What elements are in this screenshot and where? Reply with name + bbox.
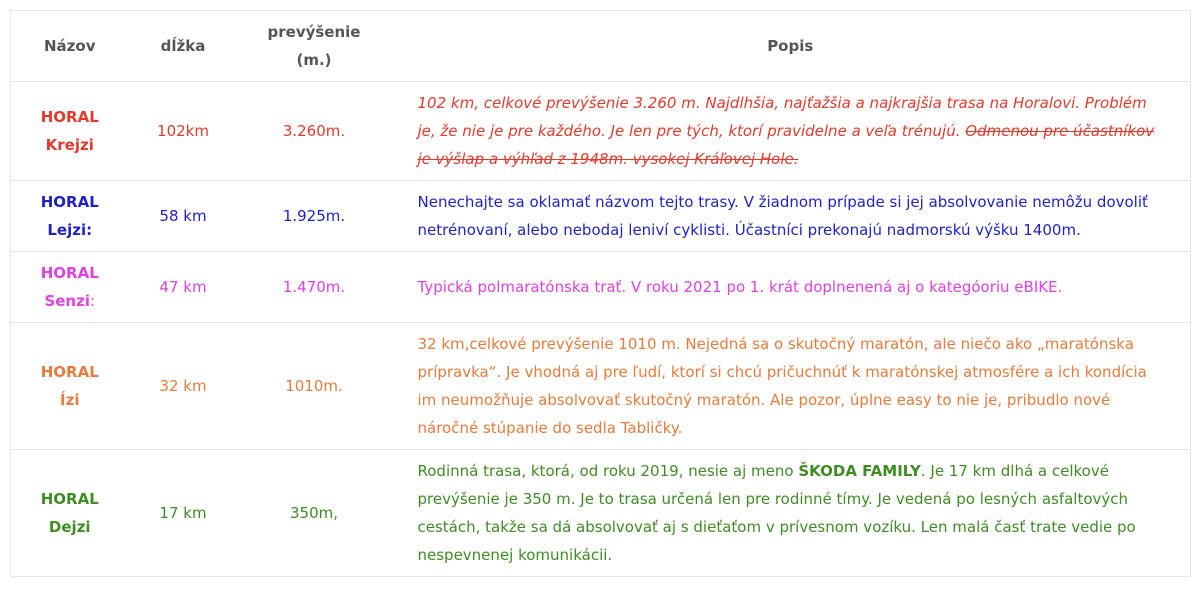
route-row-lejzi	[11, 181, 1191, 252]
route-length: 102km	[129, 82, 238, 181]
header-elevation: prevýšenie (m.)	[267, 23, 361, 69]
route-elevation: 350m,	[238, 450, 391, 577]
route-name-line2: Ízi	[60, 391, 80, 409]
route-row-dejzi	[11, 450, 1191, 577]
route-name-cell	[11, 450, 129, 577]
route-name-cell	[11, 181, 129, 252]
header-row	[11, 11, 1191, 82]
route-description-before: Rodinná trasa, ktorá, od roku 2019, nesie aj meno	[417, 462, 794, 480]
route-row-izi	[11, 323, 1191, 450]
route-length: 32 km	[129, 323, 238, 450]
brand-name: ŠKODA FAMILY	[798, 462, 921, 480]
route-elevation: 1010m.	[238, 323, 391, 450]
route-name-line1: HORAL	[40, 193, 99, 211]
header-elevation-cell	[238, 11, 391, 82]
route-name-cell	[11, 323, 129, 450]
route-description: 32 km,celkové prevýšenie 1010 m. Nejedná sa o skutočný maratón, ale niečo ako „maratónska prípravka“. Je vhodná aj pre ľudí, ktorí si chcú pričuchnúť k maratónskej atmosfére a ich kondícia im neumožňuje absolvovať skutočný maratón. Ale pozor, úplne easy to nie je, pribudlo nové náročné stúpanie do sedla Tabličky.	[391, 323, 1191, 450]
route-description: Nenechajte sa oklamať názvom tejto trasy. V žiadnom prípade si jej absolvovanie nemôžu dovoliť netrénovaní, alebo nebodaj leniví cyklisti. Účastníci prekonajú nadmorskú výšku 1400m.	[391, 181, 1191, 252]
route-name-suffix: :	[89, 292, 96, 310]
header-length: dĺžka	[129, 11, 238, 82]
route-description	[391, 450, 1191, 577]
route-name-line2: Krejzi	[45, 136, 94, 154]
route-name-line2-wrap	[23, 287, 117, 315]
table-body	[11, 82, 1191, 577]
table-header	[11, 11, 1191, 82]
route-length: 58 km	[129, 181, 238, 252]
route-description	[391, 82, 1191, 181]
route-elevation: 1.470m.	[238, 252, 391, 323]
header-description: Popis	[391, 11, 1191, 82]
route-length: 17 km	[129, 450, 238, 577]
route-row-senzi	[11, 252, 1191, 323]
route-name-cell	[11, 252, 129, 323]
route-description: Typická polmaratónska trať. V roku 2021 po 1. krát doplnenená aj o kategóoriu eBIKE.	[391, 252, 1191, 323]
route-name-line2: Senzi	[44, 292, 90, 310]
route-name-line1: HORAL	[40, 108, 99, 126]
route-length: 47 km	[129, 252, 238, 323]
header-name: Názov	[11, 11, 129, 82]
route-name-line1: HORAL	[40, 363, 99, 381]
route-name-line2: Dejzi	[48, 518, 91, 536]
route-description-after: . Je 17 km dlhá a celkové prevýšenie je 350 m. Je to trasa určená len pre rodinné tímy. Je vedená po lesných asfaltových cestách, takže sa dá absolvovať aj s dieťaťom v prívesnom vozíku. Len malá časť trate vedie po nespevnenej komunikácii.	[417, 462, 1136, 564]
route-row-krejzi	[11, 82, 1191, 181]
route-name-line1: HORAL	[40, 490, 99, 508]
route-name-line2: Lejzi:	[47, 221, 93, 239]
route-description-struck: Odmenou pre účastníkov je výšlap a výhľad z 1948m. vysokej Kráľovej Hole.	[417, 122, 1155, 168]
route-elevation: 3.260m.	[238, 82, 391, 181]
routes-table	[10, 10, 1191, 577]
route-elevation: 1.925m.	[238, 181, 391, 252]
route-name-cell	[11, 82, 129, 181]
route-description-text: 102 km, celkové prevýšenie 3.260 m. Najdlhšia, najťažšia a najkrajšia trasa na Horalovi. Problém je, že nie je pre každého. Je len pre tých, ktorí pravidelne a veľa trénujú.	[417, 94, 1147, 140]
route-name-line1: HORAL	[40, 264, 99, 282]
